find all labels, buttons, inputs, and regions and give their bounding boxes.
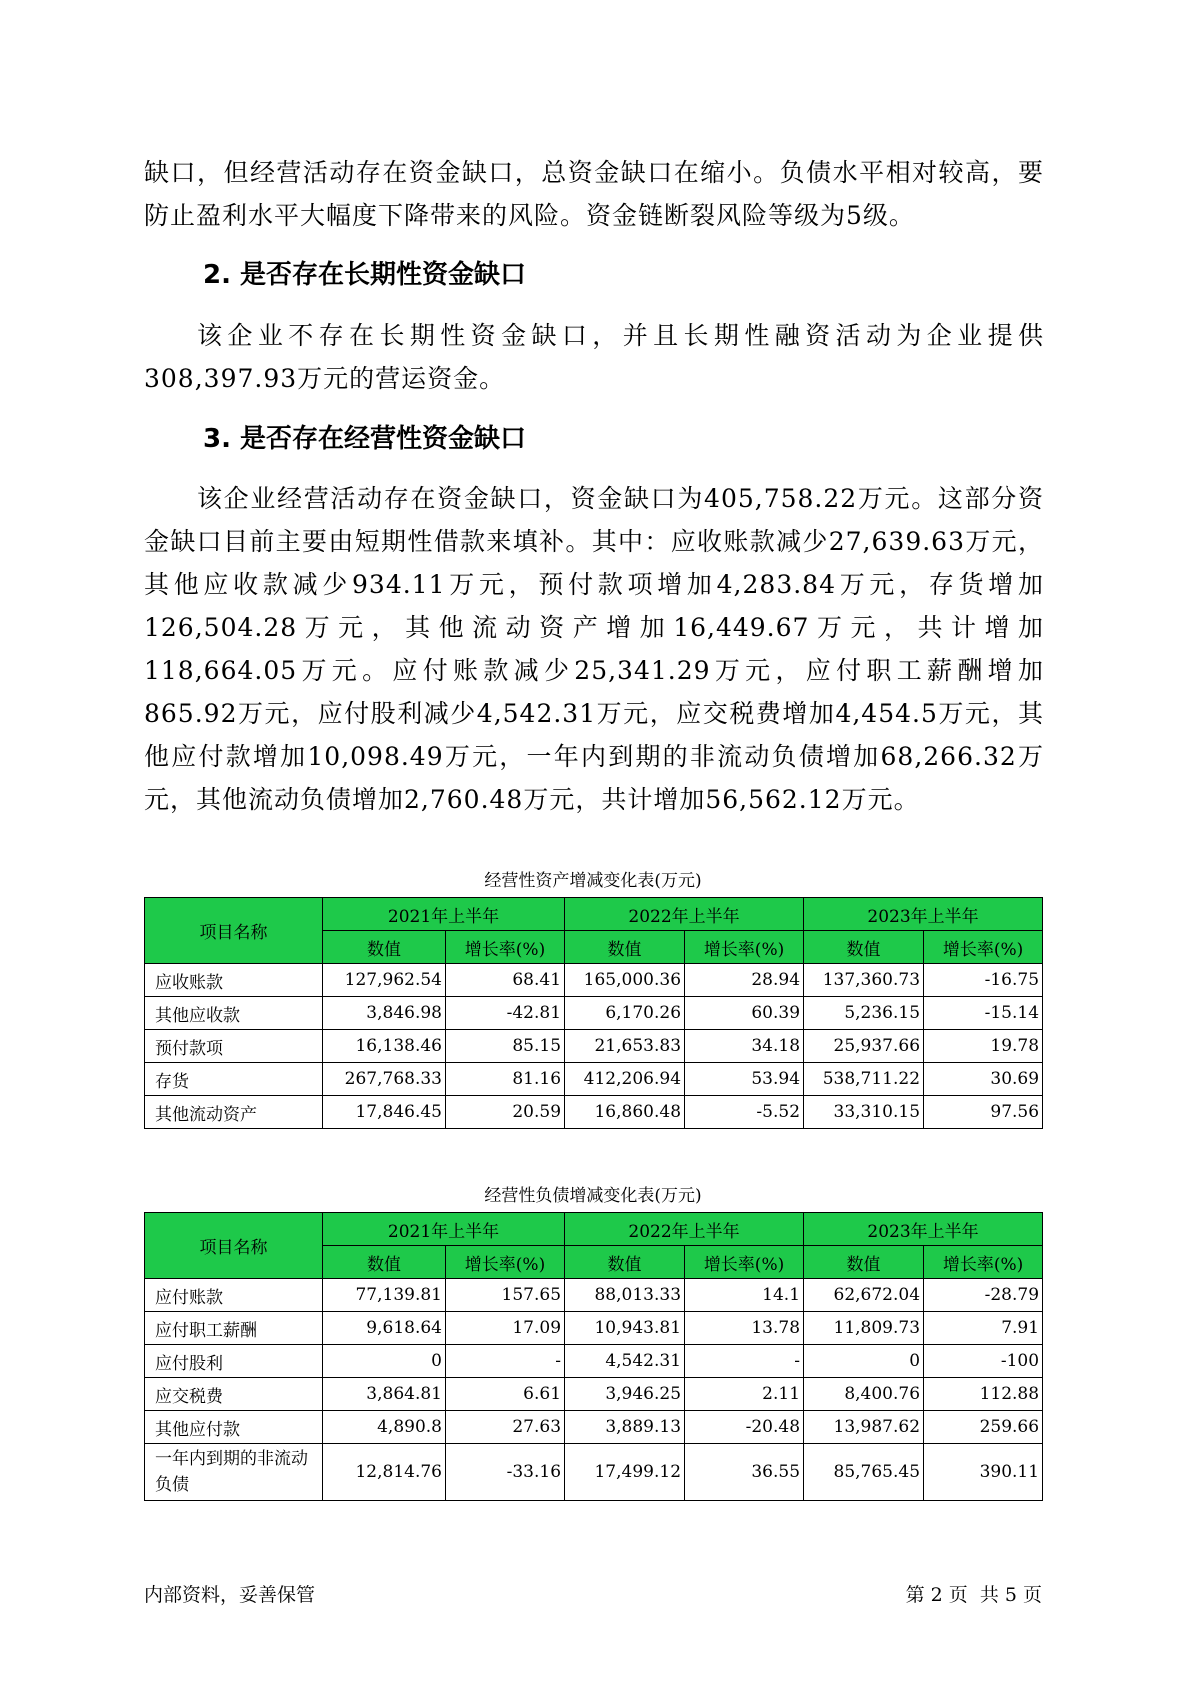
- cell-value: 88,013.33: [565, 1279, 685, 1312]
- column-header-period: 2021年上半年: [323, 898, 565, 931]
- table-row: [145, 997, 1043, 1030]
- cell-rate: 13.78: [685, 1312, 804, 1345]
- column-header-value: 数值: [804, 931, 924, 964]
- operating-assets-table: [144, 897, 1043, 1129]
- column-header-period: 2022年上半年: [565, 898, 804, 931]
- cell-value: 85,765.45: [804, 1444, 924, 1501]
- cell-rate: 30.69: [924, 1063, 1043, 1096]
- table-row: [145, 1345, 1043, 1378]
- row-label: 应收账款: [145, 964, 323, 997]
- column-header-value: 数值: [323, 1246, 446, 1279]
- table-caption-assets: 经营性资产增减变化表(万元): [484, 871, 702, 891]
- paragraph-operating-gap: 该企业经营活动存在资金缺口，资金缺口为405,758.22万元。这部分资金缺口目前主要由短期性借款来填补。其中：应收账款减少27,639.63万元，其他应收款减少934.11万元，预付款项增加4,283.84万元，存货增加126,504.28万元，其他流动资产增加16,449.67万元，共计增加118,664.05万元。应付账款减少25,341.29万元，应付职工薪酬增加865.92万元，应付股利减少4,542.31万元，应交税费增加4,454.5万元，其他应付款增加10,098.49万元，一年内到期的非流动负债增加68,266.32万元，其他流动负债增加2,760.48万元，共计增加56,562.12万元。: [144, 484, 1044, 814]
- table-row: [145, 1030, 1043, 1063]
- cell-value: 12,814.76: [323, 1444, 446, 1501]
- cell-rate: -42.81: [446, 997, 565, 1030]
- cell-rate: 17.09: [446, 1312, 565, 1345]
- cell-value: 9,618.64: [323, 1312, 446, 1345]
- cell-value: 412,206.94: [565, 1063, 685, 1096]
- cell-value: 4,890.8: [323, 1411, 446, 1444]
- cell-rate: 36.55: [685, 1444, 804, 1501]
- table-row: [145, 1279, 1043, 1312]
- cell-value: 77,139.81: [323, 1279, 446, 1312]
- cell-rate: 2.11: [685, 1378, 804, 1411]
- cell-rate: 157.65: [446, 1279, 565, 1312]
- table-row: [145, 1312, 1043, 1345]
- cell-rate: -100: [924, 1345, 1043, 1378]
- row-label: 应付职工薪酬: [145, 1312, 323, 1345]
- cell-rate: -20.48: [685, 1411, 804, 1444]
- cell-value: 8,400.76: [804, 1378, 924, 1411]
- table-row: [145, 964, 1043, 997]
- footer-confidential-note: 内部资料，妥善保管: [144, 1584, 316, 1606]
- cell-value: 165,000.36: [565, 964, 685, 997]
- cell-value: 3,889.13: [565, 1411, 685, 1444]
- cell-rate: 81.16: [446, 1063, 565, 1096]
- footer-page-number: 第 2 页 共 5 页: [905, 1584, 1042, 1606]
- column-header-rate: 增长率(%): [446, 931, 565, 964]
- table-row: [145, 1378, 1043, 1411]
- cell-rate: 20.59: [446, 1096, 565, 1129]
- cell-value: 21,653.83: [565, 1030, 685, 1063]
- column-header-value: 数值: [323, 931, 446, 964]
- cell-rate: 85.15: [446, 1030, 565, 1063]
- cell-value: 10,943.81: [565, 1312, 685, 1345]
- cell-value: 11,809.73: [804, 1312, 924, 1345]
- cell-rate: 7.91: [924, 1312, 1043, 1345]
- cell-value: 17,499.12: [565, 1444, 685, 1501]
- table-row: [145, 1411, 1043, 1444]
- column-header-item: 项目名称: [145, 898, 323, 964]
- cell-rate: 390.11: [924, 1444, 1043, 1501]
- cell-rate: 68.41: [446, 964, 565, 997]
- cell-rate: 19.78: [924, 1030, 1043, 1063]
- row-label: 存货: [145, 1063, 323, 1096]
- column-header-period: 2023年上半年: [804, 898, 1043, 931]
- paragraph-risk-summary: 缺口，但经营活动存在资金缺口，总资金缺口在缩小。负债水平相对较高，要防止盈利水平大幅度下降带来的风险。资金链断裂风险等级为5级。: [144, 158, 1044, 230]
- table-row: [145, 1096, 1043, 1129]
- column-header-period: 2023年上半年: [804, 1213, 1043, 1246]
- cell-rate: 6.61: [446, 1378, 565, 1411]
- cell-value: 3,946.25: [565, 1378, 685, 1411]
- cell-value: 3,846.98: [323, 997, 446, 1030]
- cell-value: 5,236.15: [804, 997, 924, 1030]
- row-label: 应交税费: [145, 1378, 323, 1411]
- cell-value: 0: [323, 1345, 446, 1378]
- cell-rate: 14.1: [685, 1279, 804, 1312]
- cell-value: 4,542.31: [565, 1345, 685, 1378]
- cell-value: 3,864.81: [323, 1378, 446, 1411]
- cell-rate: 60.39: [685, 997, 804, 1030]
- cell-value: 127,962.54: [323, 964, 446, 997]
- cell-value: 13,987.62: [804, 1411, 924, 1444]
- row-label: 一年内到期的非流动负债: [145, 1444, 323, 1501]
- column-header-rate: 增长率(%): [685, 931, 804, 964]
- column-header-rate: 增长率(%): [924, 931, 1043, 964]
- cell-value: 33,310.15: [804, 1096, 924, 1129]
- operating-liabilities-table: [144, 1212, 1043, 1501]
- column-header-period: 2022年上半年: [565, 1213, 804, 1246]
- column-header-item: 项目名称: [145, 1213, 323, 1279]
- table-row: [145, 1444, 1043, 1501]
- heading-long-term-gap: 2. 是否存在长期性资金缺口: [203, 260, 527, 290]
- cell-rate: -: [685, 1345, 804, 1378]
- column-header-value: 数值: [565, 1246, 685, 1279]
- cell-rate: 28.94: [685, 964, 804, 997]
- cell-value: 16,138.46: [323, 1030, 446, 1063]
- cell-rate: -33.16: [446, 1444, 565, 1501]
- cell-rate: 53.94: [685, 1063, 804, 1096]
- cell-value: 137,360.73: [804, 964, 924, 997]
- column-header-rate: 增长率(%): [924, 1246, 1043, 1279]
- cell-value: 6,170.26: [565, 997, 685, 1030]
- cell-rate: 34.18: [685, 1030, 804, 1063]
- cell-rate: -5.52: [685, 1096, 804, 1129]
- cell-value: 0: [804, 1345, 924, 1378]
- column-header-rate: 增长率(%): [446, 1246, 565, 1279]
- row-label: 应付账款: [145, 1279, 323, 1312]
- cell-value: 17,846.45: [323, 1096, 446, 1129]
- cell-value: 538,711.22: [804, 1063, 924, 1096]
- cell-rate: -16.75: [924, 964, 1043, 997]
- cell-value: 16,860.48: [565, 1096, 685, 1129]
- row-label: 其他应收款: [145, 997, 323, 1030]
- column-header-rate: 增长率(%): [685, 1246, 804, 1279]
- row-label: 其他应付款: [145, 1411, 323, 1444]
- cell-rate: 112.88: [924, 1378, 1043, 1411]
- table-row: [145, 1063, 1043, 1096]
- row-label: 其他流动资产: [145, 1096, 323, 1129]
- row-label: 预付款项: [145, 1030, 323, 1063]
- cell-value: 62,672.04: [804, 1279, 924, 1312]
- row-label: 应付股利: [145, 1345, 323, 1378]
- column-header-period: 2021年上半年: [323, 1213, 565, 1246]
- table-caption-liabilities: 经营性负债增减变化表(万元): [484, 1186, 702, 1206]
- column-header-value: 数值: [804, 1246, 924, 1279]
- cell-rate: 27.63: [446, 1411, 565, 1444]
- cell-rate: 259.66: [924, 1411, 1043, 1444]
- column-header-value: 数值: [565, 931, 685, 964]
- cell-rate: -28.79: [924, 1279, 1043, 1312]
- paragraph-long-term-gap: 该企业不存在长期性资金缺口，并且长期性融资活动为企业提供308,397.93万元的营运资金。: [144, 321, 1044, 393]
- heading-operating-gap: 3. 是否存在经营性资金缺口: [203, 424, 527, 454]
- cell-rate: 97.56: [924, 1096, 1043, 1129]
- cell-value: 267,768.33: [323, 1063, 446, 1096]
- cell-rate: -: [446, 1345, 565, 1378]
- cell-value: 25,937.66: [804, 1030, 924, 1063]
- cell-rate: -15.14: [924, 997, 1043, 1030]
